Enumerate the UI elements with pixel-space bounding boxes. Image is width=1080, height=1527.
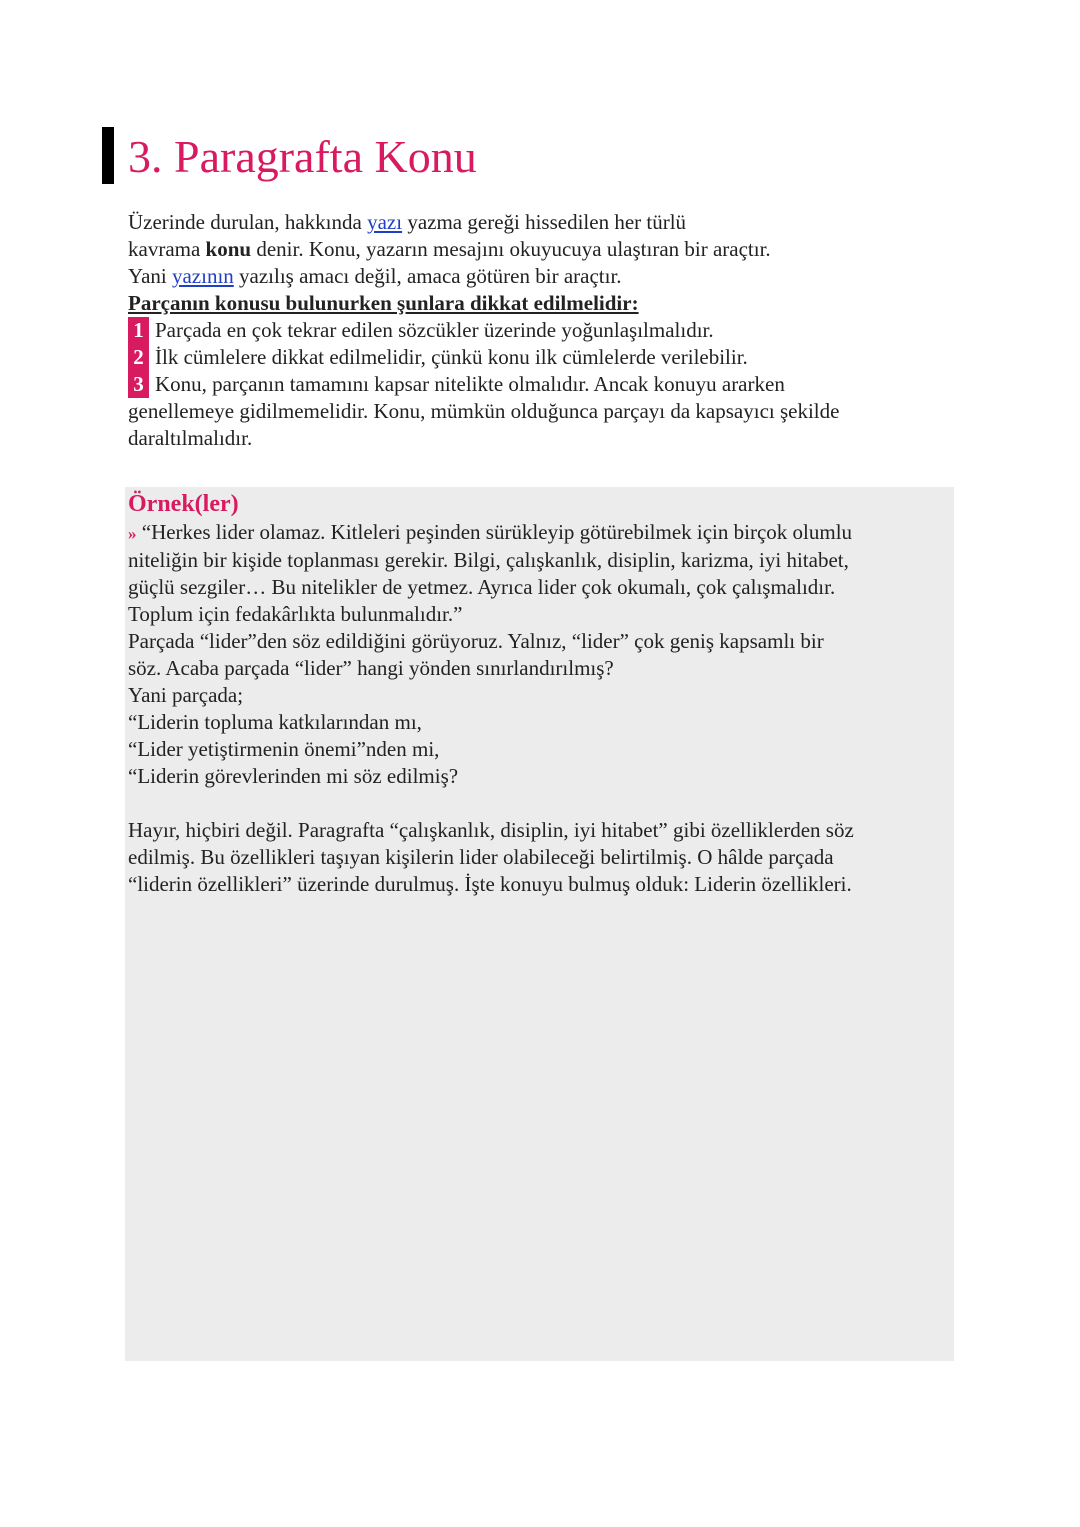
answer-line: edilmiş. Bu özellikleri taşıyan kişilerin lider olabileceği belirtilmiş. O hâlde parçada xyxy=(128,845,834,869)
quote-line xyxy=(128,519,953,547)
term-konu: konu xyxy=(205,237,252,261)
link-yazinin[interactable]: yazının xyxy=(171,264,234,288)
intro-text: Yani xyxy=(128,264,172,288)
rule-number-badge: 3 xyxy=(128,371,149,398)
page-title: 3. Paragrafta Konu xyxy=(128,131,477,182)
analysis-line: “Liderin görevlerinden mi söz edilmiş? xyxy=(128,764,459,788)
chevron-right-icon: » xyxy=(128,524,137,543)
analysis-line: “Liderin topluma katkılarından mı, xyxy=(128,710,422,734)
rule-text: İlk cümlelere dikkat edilmelidir, çünkü konu ilk cümlelerde verilebilir. xyxy=(155,345,748,369)
rule-continuation: genellemeye gidilmemelidir. Konu, mümkün olduğunca parçayı da kapsayıcı şekilde xyxy=(128,399,840,423)
intro-line-1 xyxy=(128,209,958,236)
quote-text: “Herkes lider olamaz. Kitleleri peşinden sürükleyip götürebilmek için birçok olumlu xyxy=(141,520,853,544)
rules-title: Parçanın konusu bulunurken şunlara dikkat edilmelidir: xyxy=(128,291,639,315)
quote-line: niteliğin bir kişide toplanması gerekir. Bilgi, çalışkanlık, disiplin, karizma, iyi hitabet, xyxy=(128,548,849,572)
analysis-line: Parçada “lider”den söz edildiğini görüyoruz. Yalnız, “lider” çok geniş kapsamlı bir xyxy=(128,629,824,653)
rule-text: Konu, parçanın tamamını kapsar nitelikte olmalıdır. Ancak konuyu ararken xyxy=(155,372,785,396)
analysis-line: “Lider yetiştirmenin önemi”nden mi, xyxy=(128,737,440,761)
intro-text: yazma gereği hissedilen her türlü xyxy=(402,210,687,234)
rule-continuation: daraltılmalıdır. xyxy=(128,426,253,450)
rule-item xyxy=(128,344,958,371)
rule-number-badge: 1 xyxy=(128,317,149,344)
rule-item xyxy=(128,317,958,344)
rule-number-badge: 2 xyxy=(128,344,149,371)
intro-text: Üzerinde durulan, hakkında xyxy=(128,210,368,234)
answer-line: “liderin özellikleri” üzerinde durulmuş. İşte konuyu bulmuş olduk: Liderin özellikleri. xyxy=(128,872,852,896)
intro-section xyxy=(128,209,958,452)
analysis-line: Yani parçada; xyxy=(128,683,244,707)
intro-text: yazılış amacı değil, amaca götüren bir araçtır. xyxy=(233,264,622,288)
rule-item xyxy=(128,371,958,398)
example-title: Örnek(ler) xyxy=(128,491,239,517)
link-yazi[interactable]: yazı xyxy=(367,210,403,234)
heading-accent-bar xyxy=(102,127,114,184)
answer-line: Hayır, hiçbiri değil. Paragrafta “çalışkanlık, disiplin, iyi hitabet” gibi özelliklerden söz xyxy=(128,818,854,842)
intro-text: kavrama xyxy=(128,237,206,261)
quote-line: güçlü sezgiler… Bu nitelikler de yetmez. Ayrıca lider çok okumalı, çok çalışmalıdır. xyxy=(128,575,836,599)
intro-line-2 xyxy=(128,236,958,263)
rule-text: Parçada en çok tekrar edilen sözcükler üzerinde yoğunlaşılmalıdır. xyxy=(155,318,714,342)
quote-line: Toplum için fedakârlıkta bulunmalıdır.” xyxy=(128,602,463,626)
example-content xyxy=(128,489,953,898)
spacer xyxy=(128,790,953,817)
intro-text: denir. Konu, yazarın mesajını okuyucuya ulaştıran bir araçtır. xyxy=(251,237,771,261)
intro-line-3 xyxy=(128,263,958,290)
analysis-line: söz. Acaba parçada “lider” hangi yönden sınırlandırılmış? xyxy=(128,656,614,680)
